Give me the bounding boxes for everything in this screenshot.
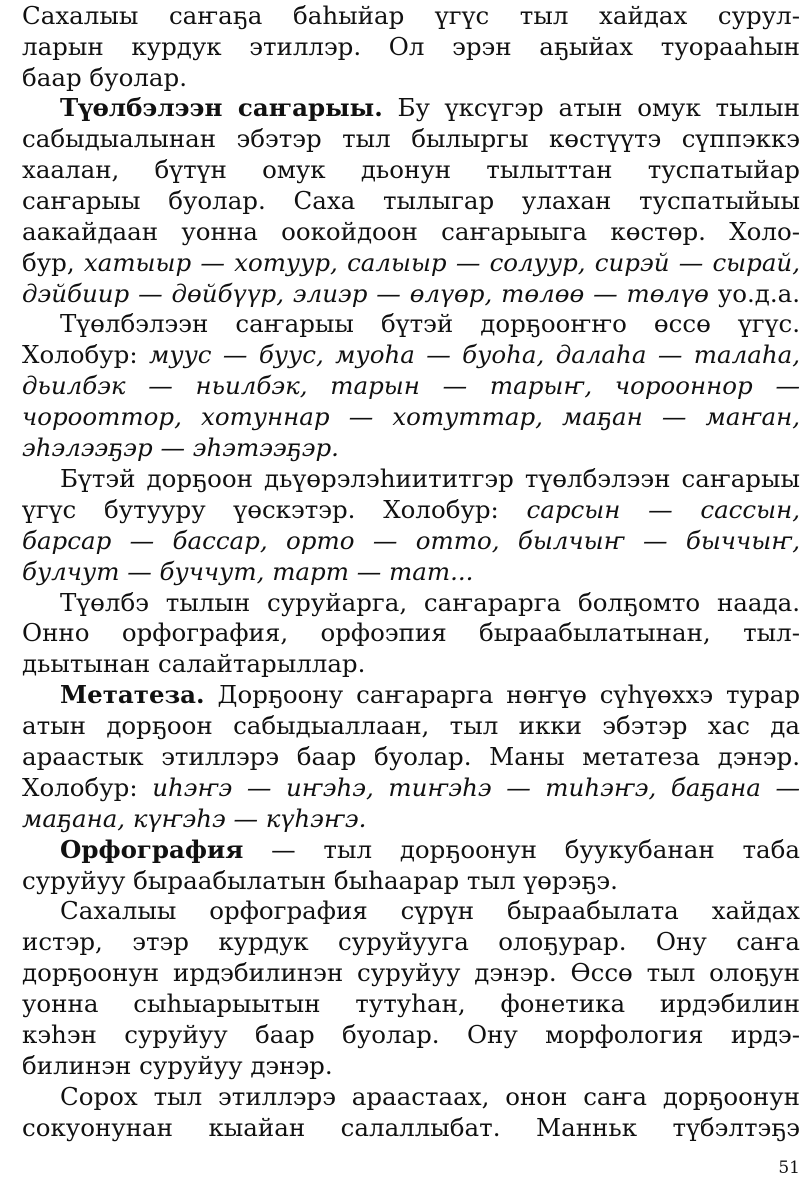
text-run: Бүтэй дорҕоон дьүөрэлэһиититгэр түөлбэлээн саҥарыы <box>60 464 800 493</box>
text-run: истэр, этэр курдук суруйууга олоҕурар. Ону саҥа <box>22 927 800 956</box>
text-run: саҥарыы буолар. Саха тылыгар улахан туспатыйыы <box>22 186 800 215</box>
text-run: дорҕоонун ирдэбилинэн суруйуу дэнэр. Өссө тыл олоҕун <box>22 958 800 987</box>
text-line <box>22 123 800 155</box>
example-text: барсар — бассар, орто — отто, былчыҥ — быччыҥ, <box>22 526 800 555</box>
text-run: сокуонунан кыайан салаллыбат. Манньк түбэлтэҕэ <box>22 1113 800 1142</box>
text-run: Онно орфография, орфоэпия быраабылатынан, тыл- <box>22 618 800 647</box>
page-number: 51 <box>778 1158 800 1178</box>
text-line <box>22 556 800 588</box>
term-heading: Орфография <box>60 835 244 864</box>
text-line <box>22 926 800 958</box>
example-text: муус — буус, муоһа — буоһа, далаһа — талаһа, <box>149 340 800 369</box>
text-line <box>60 308 800 340</box>
text-line <box>22 185 800 217</box>
text-line <box>60 463 800 495</box>
text-line <box>60 1081 800 1113</box>
text-line <box>60 895 800 927</box>
text-line <box>60 679 800 711</box>
text-run: ларын курдук этиллэр. Ол эрэн аҕыйах туорааһын <box>22 32 800 61</box>
text-line <box>22 648 800 680</box>
text-line <box>22 865 800 897</box>
text-run: суруйуу быраабылатын быһаарар тыл үөрэҕэ. <box>22 866 618 895</box>
text-run: бур, <box>22 248 84 277</box>
example-text: булчут — буччут, тарт — тат... <box>22 557 474 586</box>
text-line <box>22 525 800 557</box>
text-line <box>22 0 800 32</box>
text-line <box>60 834 800 866</box>
text-line <box>22 62 800 94</box>
text-line <box>22 278 800 310</box>
text-line <box>22 339 800 371</box>
text-line <box>22 216 800 248</box>
text-line <box>22 401 800 433</box>
text-run: Холобур: <box>22 340 150 369</box>
text-run: араастык этиллэрэ баар буолар. Маны метатеза дэнэр. <box>22 742 800 771</box>
example-text: дэйбиир — дөйбүүр, элиэр — өлүөр, төлөө — төлүө <box>22 279 709 308</box>
text-run: — тыл дорҕоонун буукубанан таба <box>243 835 800 864</box>
text-line <box>22 31 800 63</box>
example-text: эһэлээҕэр — эһэтээҕэр. <box>22 433 339 462</box>
text-line <box>22 710 800 742</box>
text-run: Дорҕоону саҥарарга нөҥүө сүһүөххэ турар <box>204 680 800 709</box>
text-line <box>22 803 800 835</box>
text-run: аакайдаан уонна оокойдоон саҥарыыга көстөр. Холо- <box>22 217 800 246</box>
text-run: баар буолар. <box>22 63 187 92</box>
text-run: дьытынан салайтарыллар. <box>22 649 366 678</box>
example-text: чорооттор, хотуннар — хотуттар, маҕан — маҥан, <box>22 402 800 431</box>
text-line <box>22 617 800 649</box>
text-run: Бу үксүгэр атын омук тылын <box>382 93 800 122</box>
text-line <box>22 494 800 526</box>
example-text: сарсын — сассын, <box>526 495 800 524</box>
text-line <box>22 1112 800 1144</box>
text-run: Холобур: <box>22 773 153 802</box>
text-line <box>22 1050 800 1082</box>
text-run: Сахалыы саҥаҕа баһыйар үгүс тыл хайдах сурул- <box>22 1 800 30</box>
text-line <box>60 92 800 124</box>
term-heading: Метатеза. <box>60 680 205 709</box>
example-text: дьилбэк — ньилбэк, тарын — тарыҥ, чорооннор — <box>22 371 800 400</box>
text-line <box>22 370 800 402</box>
term-heading: Түөлбэлээн саҥарыы. <box>60 93 383 122</box>
text-line <box>22 957 800 989</box>
text-run: Түөлбэ тылын суруйарга, саҥарарга болҕомто наада. <box>60 588 800 617</box>
text-line <box>22 741 800 773</box>
text-line <box>22 1019 800 1051</box>
text-line <box>22 772 800 804</box>
example-text: хатыыр — хотуур, салыыр — солуур, сирэй — сырай, <box>83 248 800 277</box>
text-run: үгүс бутууру үөскэтэр. Холобур: <box>22 495 527 524</box>
text-run: сабыдыалынан эбэтэр тыл былыргы көстүүтэ сүппэккэ <box>22 124 800 153</box>
text-run: Түөлбэлээн саҥарыы бүтэй дорҕооҥҥо өссө үгүс. <box>60 309 800 338</box>
text-run: Сорох тыл этиллэрэ араастаах, онон саҥа дорҕоонун <box>60 1082 800 1111</box>
text-run: билинэн суруйуу дэнэр. <box>22 1051 333 1080</box>
example-text: маҕана, күҥэһэ — күһэҥэ. <box>22 804 367 833</box>
text-line <box>22 247 800 279</box>
text-run: уонна сыһыарыытын тутуһан, фонетика ирдэбилин <box>22 989 800 1018</box>
text-line <box>60 587 800 619</box>
text-line <box>22 432 800 464</box>
text-line <box>22 154 800 186</box>
example-text: иһэҥэ — иҥэһэ, тиҥэһэ — тиһэҥэ, баҕана — <box>152 773 800 802</box>
text-run: хаалан, бүтүн омук дьонун тылыттан туспатыйар <box>22 155 800 184</box>
text-run: атын дорҕоон сабыдыаллаан, тыл икки эбэтэр хас да <box>22 711 800 740</box>
text-run: кэһэн суруйуу баар буолар. Ону морфология ирдэ- <box>22 1020 800 1049</box>
text-run: уо.д.а. <box>708 279 800 308</box>
text-run: Сахалыы орфография сүрүн быраабылата хайдах <box>60 896 800 925</box>
text-line <box>22 988 800 1020</box>
